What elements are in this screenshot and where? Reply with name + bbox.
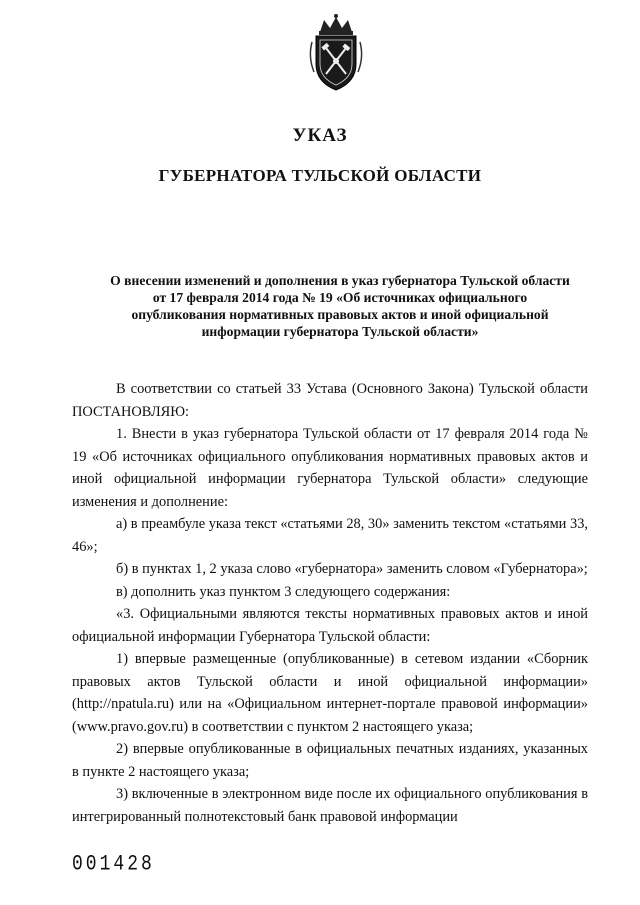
body-paragraph: 1. Внести в указ губернатора Тульской области от 17 февраля 2014 года № 19 «Об источниках официального опубликования нормативных правовых актов и иной официальной информации губернатора Тульской области» следующие изменения и дополнение: [72,426,588,510]
document-title: УКАЗ [292,125,348,146]
subject-line: от 17 февраля 2014 года № 19 «Об источниках официального [152,290,528,305]
document-subtitle: ГУБЕРНАТОРА ТУЛЬСКОЙ ОБЛАСТИ [158,166,482,185]
coat-of-arms-icon [306,12,366,92]
subject-line: опубликования нормативных правовых актов и иной официальной [131,307,549,322]
document-subject [70,272,610,340]
serial-number: 001428 [72,852,155,877]
document-body [72,378,588,828]
body-paragraph: 2) впервые опубликованные в официальных печатных изданиях, указанных в пункте 2 настоящего указа; [72,741,588,780]
body-paragraph: а) в преамбуле указа текст «статьями 28, 30» заменить текстом «статьями 33, 46»; [72,516,588,555]
body-paragraph: «3. Официальными являются тексты нормативных правовых актов и иной официальной информации Губернатора Тульской области: [72,606,588,645]
body-paragraph: 1) впервые размещенные (опубликованные) в сетевом издании «Сборник правовых актов Тульской области и иной официальной информации» (http://npatula.ru) или на «Официальном интернет-портале правовой информации» (www.pravo.gov.ru) в соответствии с пунктом 2 настоящего указа; [72,651,588,735]
subject-line: информации губернатора Тульской области» [201,324,479,339]
body-paragraph: в) дополнить указ пунктом 3 следующего содержания: [116,583,451,600]
subject-line: О внесении изменений и дополнения в указ губернатора Тульской области [110,273,570,288]
body-paragraph: В соответствии со статьей 33 Устава (Основного Закона) Тульской области ПОСТАНОВЛЯЮ: [72,381,588,420]
body-paragraph: 3) включенные в электронном виде после их официального опубликования в интегрированный полнотекстовый банк правовой информации [72,786,588,825]
body-paragraph: б) в пунктах 1, 2 указа слово «губернатора» заменить словом «Губернатора»; [116,561,588,577]
